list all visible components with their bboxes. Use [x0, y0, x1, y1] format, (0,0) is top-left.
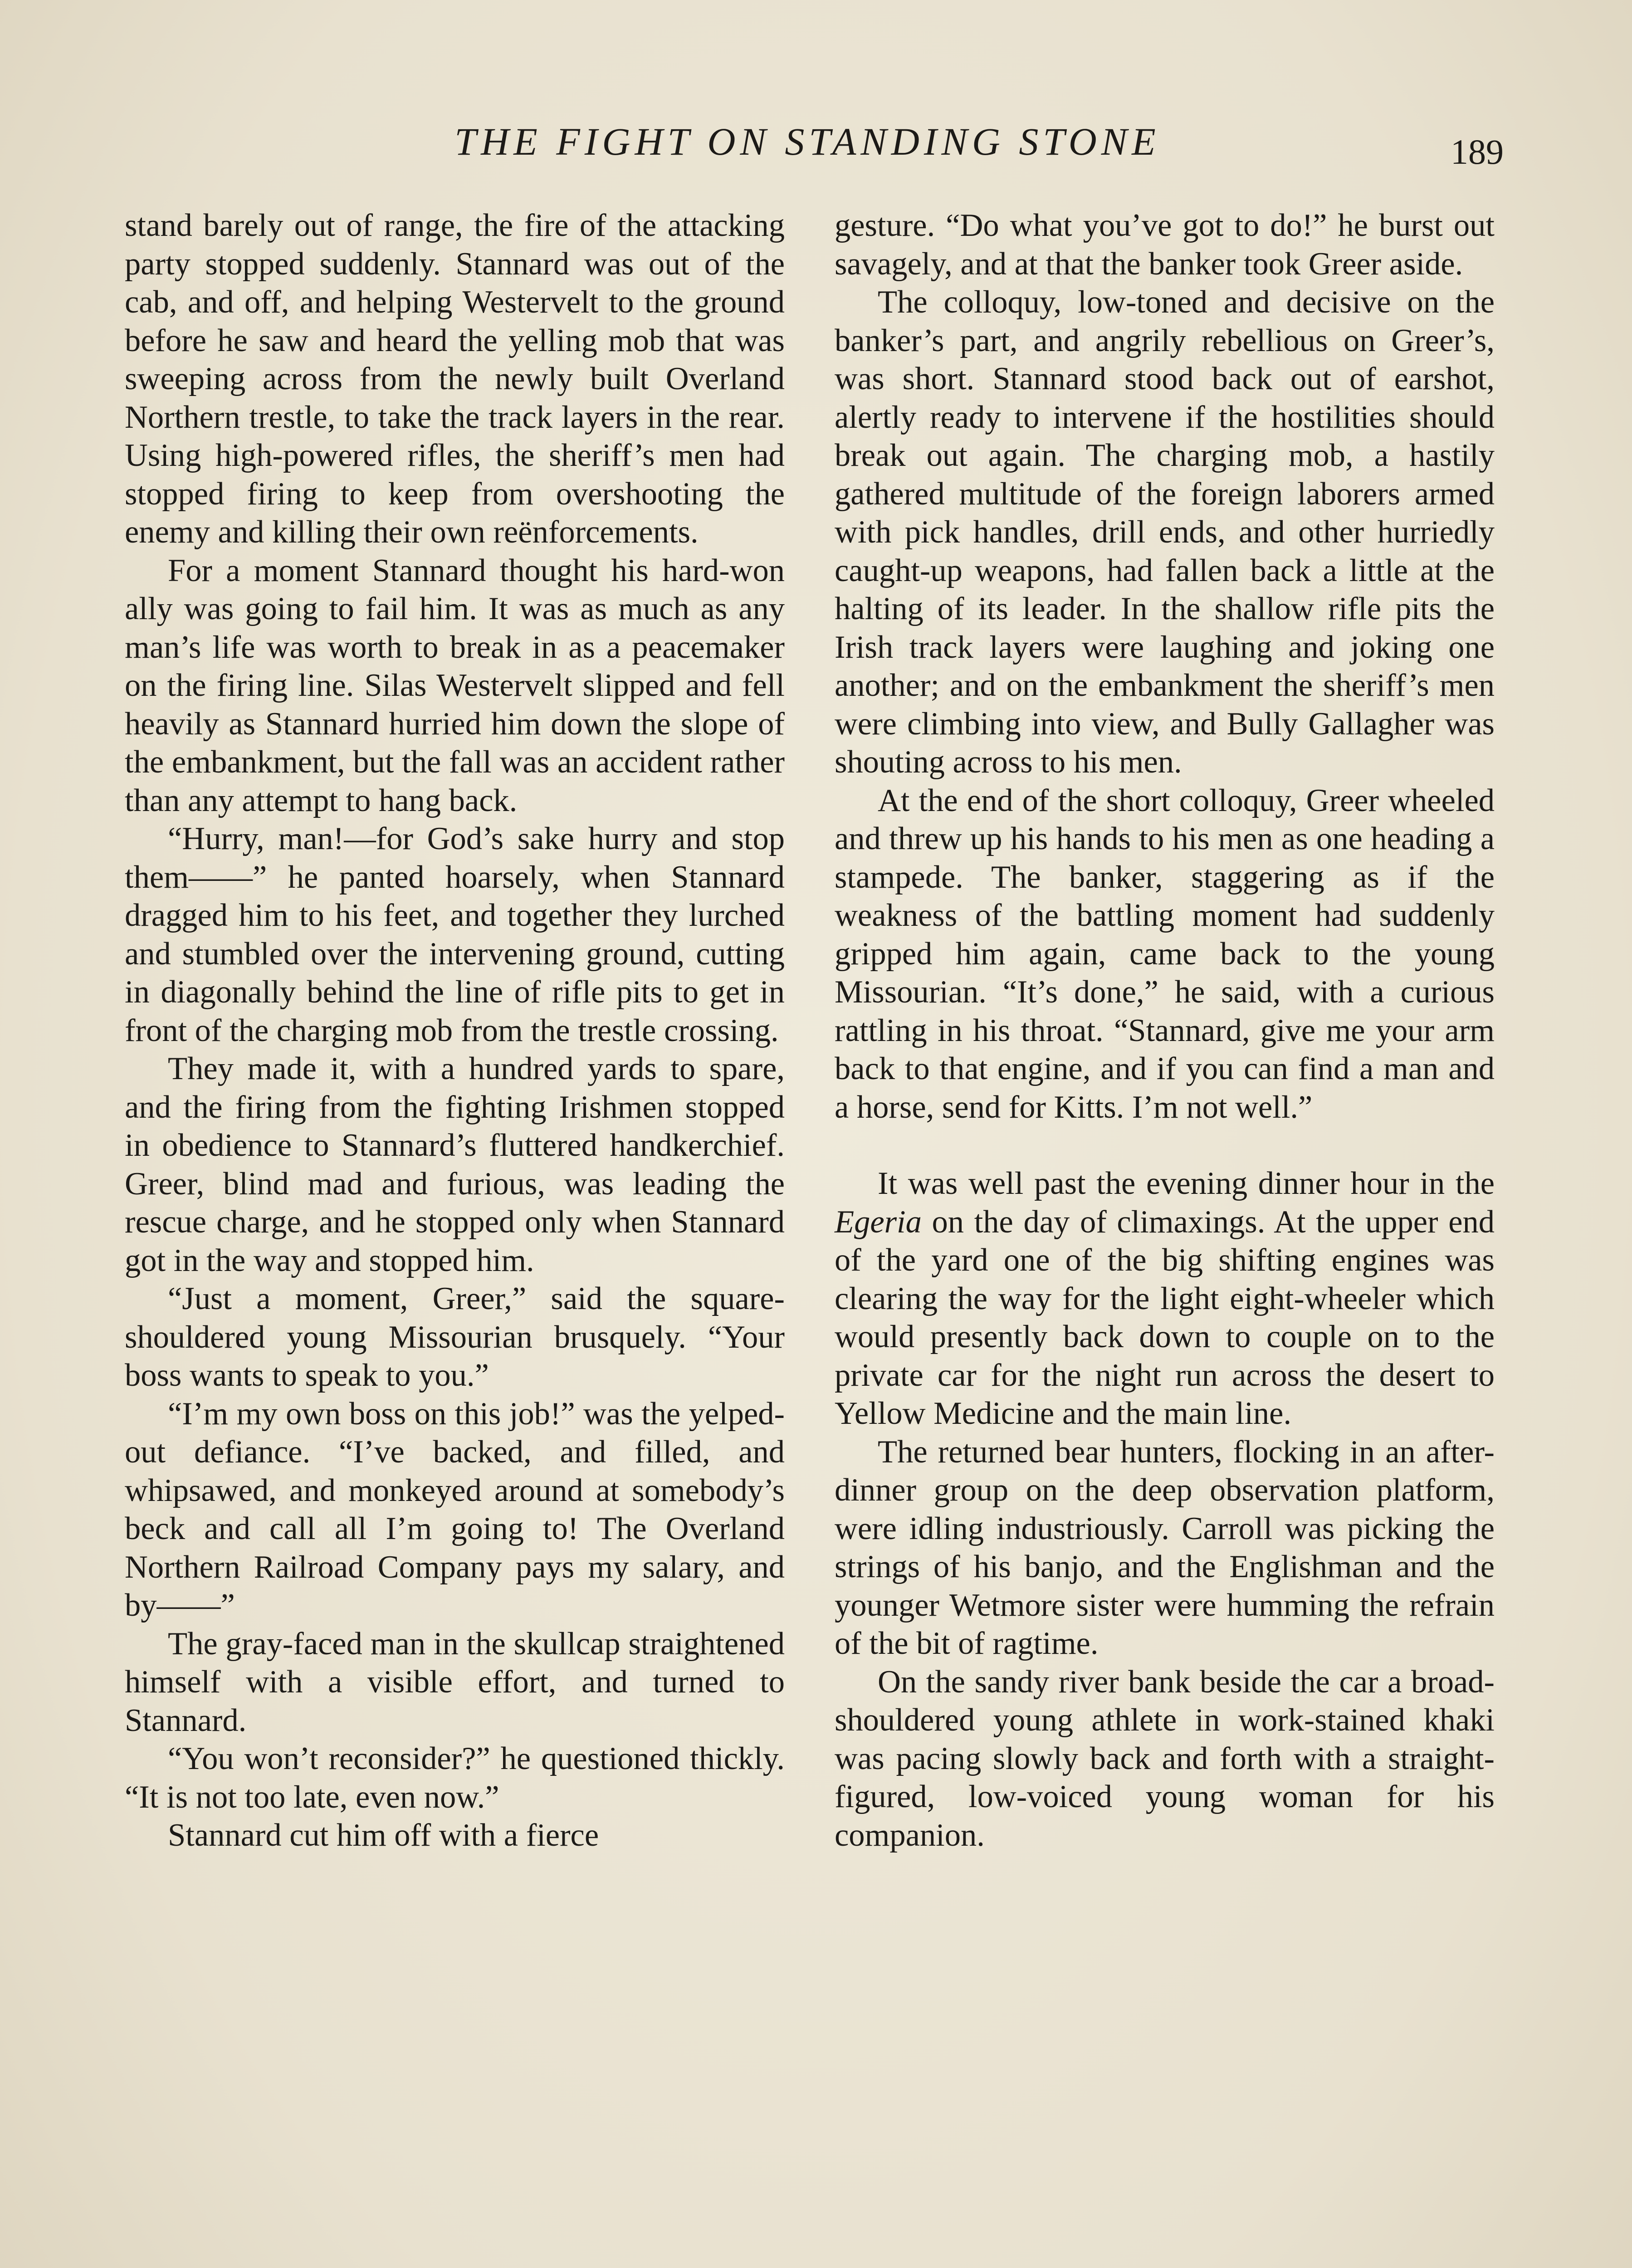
paragraph: “Hurry, man!—for God’s sake hurry and stop them——” he panted hoarsely, when Stannard dragged him to his feet, and together they lurched and stumbled over the intervening ground, cutting in diagonally behind the line of rifle pits to get in front of the charging mob from the trestle crossing. [125, 821, 785, 1048]
paragraph: Stannard cut him off with a fierce [168, 1818, 599, 1853]
text-run: It was well past the evening dinner hour in the [878, 1166, 1495, 1201]
paragraph: “You won’t reconsider?” he questioned thickly. “It is not too late, even now.” [125, 1741, 785, 1815]
paragraph: gesture. “Do what you’ve got to do!” he burst out savagely, and at that the banker took Greer aside. [835, 208, 1495, 282]
paragraph: The gray-faced man in the skullcap straightened himself with a visible effort, and turned to Stannard. [125, 1626, 785, 1738]
paragraph: At the end of the short colloquy, Greer wheeled and threw up his hands to his men as one heading a stampede. The banker, staggering as if the weakness of the battling moment had suddenly gripped him again, came back to the young Missourian. “It’s done,” he said, with a curious rattling in his throat. “Stannard, give me your arm back to that engine, and if you can find a man and a horse, send for Kitts. I’m not well.” [835, 782, 1495, 1125]
paragraph: For a moment Stannard thought his hard-won ally was going to fail him. It was as much as any man’s life was worth to break in as a peacemaker on the firing line. Silas Westervelt slipped and fell heavily as Stannard hurried him down the slope of the embankment, but the fall was an accident rather than any attempt to hang back. [125, 552, 785, 818]
right-text-column [835, 206, 1495, 1854]
italic-car-name: Egeria [835, 1204, 922, 1240]
section-start-paragraph [835, 1164, 1495, 1433]
paragraph: They made it, with a hundred yards to spare, and the firing from the fighting Irishmen stopped in obedience to Stannard’s fluttered handkerchief. Greer, blind mad and furious, was leading the rescue charge, and he stopped only when Stannard got in the way and stopped him. [125, 1051, 785, 1278]
page-number: 189 [1451, 132, 1504, 171]
running-title: THE FIGHT ON STANDING STONE [454, 120, 1160, 163]
paragraph: stand barely out of range, the fire of the attacking party stopped suddenly. Stannard was out of the cab, and off, and helping Westervelt to the ground before he saw and heard the yelling mob that was sweeping across from the newly built Overland Northern trestle, to take the track layers in the rear. Using high-powered rifles, the sheriff’s men had stopped firing to keep from overshooting the enemy and killing their own reënforcements. [125, 208, 785, 550]
paragraph: “I’m my own boss on this job!” was the yelped-out defiance. “I’ve backed, and filled, and whipsawed, and monkeyed around at somebody’s beck and call all I’m going to! The Overland Northern Railroad Company pays my salary, and by——” [125, 1396, 785, 1623]
paragraph: The colloquy, low-toned and decisive on the banker’s part, and angrily rebellious on Greer’s, was short. Stannard stood back out of earshot, alertly ready to intervene if the hostilities should break out again. The charging mob, a hastily gathered multitude of the foreign laborers armed with pick handles, drill ends, and other hurriedly caught-up weapons, had fallen back a little at the halting of its leader. In the shallow rifle pits the Irish track layers were laughing and joking one another; and on the embankment the sheriff’s men were climbing into view, and Bully Gallagher was shouting across to his men. [835, 284, 1495, 780]
text-run: on the day of climaxings. At the upper end of the yard one of the big shifting engines was clearing the way for the light eight-wheeler which would presently back down to couple on to the private car for the night run across the desert to Yellow Medicine and the main line. [835, 1204, 1495, 1431]
paragraph: The returned bear hunters, flocking in an after-dinner group on the deep observation platform, were idling industriously. Carroll was picking the strings of his banjo, and the Englishman and the younger Wetmore sister were humming the refrain of the bit of ragtime. [835, 1434, 1495, 1661]
paragraph: On the sandy river bank beside the car a broad-shouldered young athlete in work-stained khaki was pacing slowly back and forth with a straight-figured, low-voiced young woman for his companion. [835, 1664, 1495, 1853]
paragraph: “Just a moment, Greer,” said the square-shouldered young Missourian brusquely. “Your boss wants to speak to you.” [125, 1281, 785, 1393]
left-text-column [125, 206, 785, 1855]
